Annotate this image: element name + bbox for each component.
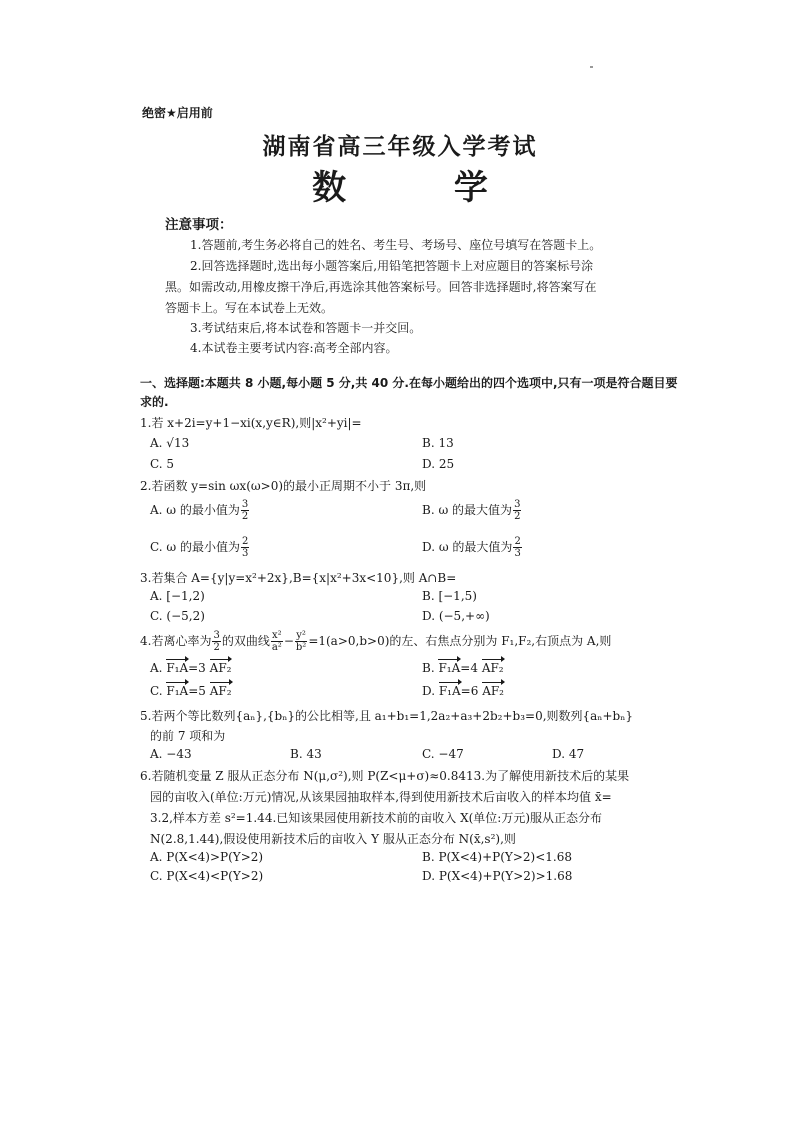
q2-option-d — [422, 536, 523, 559]
coefficient: =6 — [460, 684, 479, 698]
q2-option-d-fraction — [513, 536, 521, 559]
q6-option-c: C. P(X<4)<P(Y>2) — [150, 869, 264, 883]
q5-option-b: B. 43 — [290, 747, 322, 761]
vector: F₁A — [438, 661, 461, 675]
minus-sign: − — [283, 634, 294, 648]
subject-title: 数 学 — [312, 168, 536, 208]
q3-option-b: B. [−1,5) — [422, 589, 477, 603]
option-letter: D. — [422, 684, 436, 698]
q2-option-b-text: B. ω 的最大值为 — [422, 503, 513, 517]
q2-stem: 2.若函数 y=sin ωx(ω>0)的最小正周期不小于 3π,则 — [140, 479, 427, 493]
q1-option-b: B. 13 — [422, 436, 454, 450]
scan-speck — [590, 66, 593, 68]
notice-item-2-cont: 黑。如需改动,用橡皮擦干净后,再选涂其他答案标号。回答非选择题时,将答案写在 — [165, 280, 597, 294]
q3-option-a: A. [−1,2) — [150, 589, 205, 603]
denominator: 2 — [213, 642, 220, 653]
q2-option-a-text: A. ω 的最小值为 — [150, 503, 240, 517]
notice-item-4: 4.本试卷主要考试内容:高考全部内容。 — [190, 341, 398, 355]
q1-option-a: A. √13 — [150, 436, 190, 450]
q2-option-a-fraction — [241, 499, 249, 522]
notice-item-3: 3.考试结束后,将本试卷和答题卡一并交回。 — [190, 321, 422, 335]
q6-stem-line1: 6.若随机变量 Z 服从正态分布 N(μ,σ²),则 P(Z<μ+σ)≈0.8413.为了解使用新技术后的某果 — [140, 769, 630, 783]
q4-eccentricity-fraction — [212, 630, 220, 653]
vector: AF₂ — [482, 684, 504, 698]
coefficient: =5 — [188, 684, 206, 698]
q4-stem-post: =1(a>0,b>0)的左、右焦点分别为 F₁,F₂,右顶点为 A,则 — [308, 634, 612, 648]
q4-option-b — [422, 661, 504, 675]
q3-option-d: D. (−5,+∞) — [422, 609, 490, 623]
vector: AF₂ — [209, 661, 232, 675]
denominator: 2 — [241, 511, 249, 522]
numerator: 3 — [514, 499, 521, 510]
denominator: 2 — [514, 511, 521, 522]
q6-option-d: D. P(X<4)+P(Y>2)>1.68 — [422, 869, 573, 883]
q6-stem-line2: 园的亩收入(单位:万元)情况,从该果园抽取样本,得到使用新技术后亩收入的样本均值 x̄= — [150, 790, 612, 804]
denominator: 3 — [514, 548, 521, 559]
q5-option-c: C. −47 — [422, 747, 464, 761]
q4-stem — [140, 630, 611, 653]
vector: F₁A — [438, 684, 461, 698]
q6-option-b: B. P(X<4)+P(Y>2)<1.68 — [422, 850, 572, 864]
q6-stem-line4: N(2.8,1.44),假设使用新技术后的亩收入 Y 服从正态分布 N(x̄,s²),则 — [150, 832, 516, 846]
denominator: b² — [295, 642, 307, 653]
numerator: y² — [296, 630, 306, 641]
q2-option-c — [150, 536, 250, 559]
q2-option-c-fraction — [241, 536, 249, 559]
q2-option-b — [422, 499, 522, 522]
option-letter: B. — [422, 661, 435, 675]
q3-stem: 3.若集合 A={y|y=x²+2x},B={x|x²+3x<10},则 A∩B= — [140, 571, 457, 585]
vector: F₁A — [166, 684, 189, 698]
q4-option-d — [422, 684, 504, 698]
option-letter: C. — [150, 684, 163, 698]
numerator: 3 — [213, 630, 220, 641]
q4-stem-pre: 4.若离心率为 — [140, 634, 212, 648]
coefficient: =3 — [188, 661, 206, 675]
q5-option-a: A. −43 — [150, 747, 192, 761]
q4-option-a — [150, 661, 231, 675]
denominator: 3 — [241, 548, 249, 559]
confidential-label: 绝密★启用前 — [142, 106, 213, 120]
exam-title: 湖南省高三年级入学考试 — [262, 134, 538, 160]
q4-y-fraction — [295, 630, 307, 653]
q5-option-d: D. 47 — [552, 747, 585, 761]
numerator: 3 — [241, 499, 249, 510]
section-heading: 一、选择题:本题共 8 小题,每小题 5 分,共 40 分.在每小题给出的四个选项中,只有一项是符合题目要求的. — [140, 376, 678, 409]
notice-item-2-end: 答题卡上。写在本试卷上无效。 — [165, 301, 334, 315]
q1-option-c: C. 5 — [150, 457, 175, 471]
vector: AF₂ — [481, 661, 504, 675]
q2-option-b-fraction — [513, 499, 521, 522]
notice-item-2: 2.回答选择题时,选出每小题答案后,用铅笔把答题卡上对应题目的答案标号涂 — [190, 259, 594, 273]
numerator: 2 — [514, 536, 521, 547]
q2-option-a — [150, 499, 250, 522]
numerator: x² — [272, 630, 282, 641]
denominator: a² — [271, 642, 282, 653]
q6-stem-line3: 3.2,样本方差 s²=1.44.已知该果园使用新技术前的亩收入 X(单位:万元)服从正态分布 — [150, 811, 603, 825]
coefficient: =4 — [460, 661, 478, 675]
q6-option-a: A. P(X<4)>P(Y>2) — [150, 850, 264, 864]
numerator: 2 — [241, 536, 249, 547]
q4-option-c — [150, 684, 232, 698]
q1-option-d: D. 25 — [422, 457, 455, 471]
q1-stem: 1.若 x+2i=y+1−xi(x,y∈R),则|x²+yi|= — [140, 416, 362, 430]
notice-item-1: 1.答题前,考生务必将自己的姓名、考生号、考场号、座位号填写在答题卡上。 — [190, 238, 602, 252]
q5-stem-line2: 的前 7 项和为 — [150, 729, 226, 743]
option-letter: A. — [150, 661, 163, 675]
vector: F₁A — [166, 661, 189, 675]
q3-option-c: C. (−5,2) — [150, 609, 205, 623]
q2-option-c-text: C. ω 的最小值为 — [150, 540, 240, 554]
q5-stem-line1: 5.若两个等比数列{aₙ},{bₙ}的公比相等,且 a₁+b₁=1,2a₂+a₃+2b₂+b₃=0,则数列{aₙ+bₙ} — [140, 709, 634, 723]
q4-stem-mid: 的双曲线 — [221, 634, 270, 648]
notice-heading: 注意事项： — [165, 217, 233, 233]
q4-x-fraction — [271, 630, 283, 653]
vector: AF₂ — [209, 684, 232, 698]
q2-option-d-text: D. ω 的最大值为 — [422, 540, 513, 554]
